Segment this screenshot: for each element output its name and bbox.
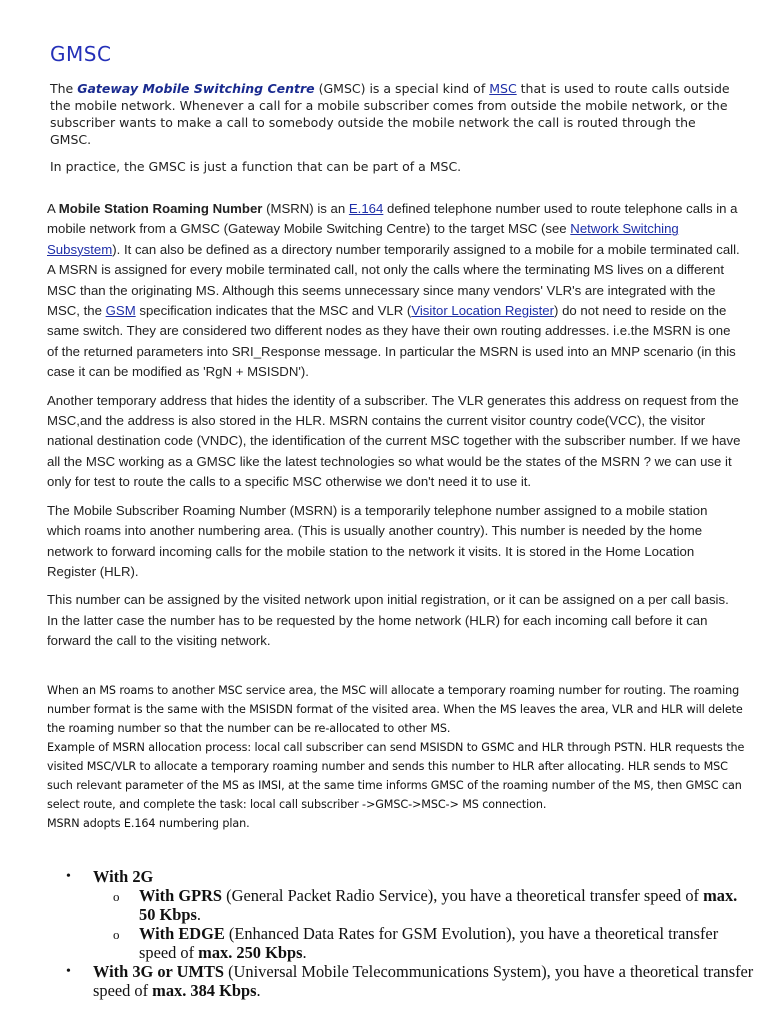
msrn-allocation-section (47, 681, 747, 833)
text: (GMSC) is a special kind of (314, 81, 490, 96)
text: The (50, 81, 78, 96)
msc-link[interactable]: MSC (489, 81, 517, 96)
msrn-paragraph-3: The Mobile Subscriber Roaming Number (MSRN) is a temporarily telephone number assigned to a mobile station which roams into another numbering area. (This is usually another country). This number is needed by the home network to forward incoming calls for the mobile station to the network it visits. It is stored in the Home Location Register (HLR). (47, 502, 708, 579)
visitor-location-register-link[interactable]: Visitor Location Register (411, 303, 555, 319)
list-label-2g: With 2G (93, 867, 154, 886)
gmsc-term: Gateway Mobile Switching Centre (77, 81, 315, 96)
list-speed-edge: max. 250 Kbps (198, 943, 303, 962)
msrn-paragraph-4: This number can be assigned by the visited network upon initial registration, or it can be assigned on a per call basis. In the latter case the number has to be requested by the home network (HLR) for each incoming call before it can forward the call to the visiting network. (47, 592, 729, 649)
text: ). It can also be defined as a directory number temporarily assigned to a mobile for a mobile terminated call. A MSRN is assigned for every mobile terminated call, not only the calls where the terminating MS lives on a different MSC than the originating MS. Although this seems unnecessary since many vendors' VLR's are integrated with the MSC, the (47, 241, 740, 319)
page-title: GMSC (50, 42, 112, 66)
msrn-term: Mobile Station Roaming Number (58, 201, 263, 216)
text: . (256, 981, 261, 1000)
text: . (196, 905, 201, 924)
text: (MSRN) is an (262, 201, 349, 216)
allocation-paragraph-1: When an MS roams to another MSC service area, the MSC will allocate a temporary roaming number for routing. The roaming number format is the same with the MSISDN format of the visited area. When the MS leaves the area, VLR and HLR will delete the roaming number so that the number can be re-allocated to other MS. (47, 684, 743, 735)
text: A (47, 201, 59, 216)
gmsc-paragraph-1 (50, 80, 730, 148)
bullet-icon: • (66, 964, 71, 979)
bullet-icon: • (66, 869, 71, 884)
text: that is used to route calls outside the mobile network. Whenever a call for a mobile subscriber comes from outside the mobile network, or the subscriber wants to make a call to somebody outside the mobile network the call is routed through the GMSC. (50, 81, 730, 147)
text: specification indicates that the MSC and VLR ( (135, 303, 412, 319)
text: ) do not need to reside on the same switch. They are considered two different nodes as they have their own routing addresses. i.e.the MSRN is one of the returned parameters into SRI_Response message. In particular the MSRN is used into an MNP scenario (in this case it can be modified as 'RgN + MSISDN'). (47, 303, 736, 380)
e164-link[interactable]: E.164 (348, 201, 384, 216)
text: . (302, 943, 307, 962)
gsm-link[interactable]: GSM (105, 303, 136, 319)
allocation-paragraph-3: MSRN adopts E.164 numbering plan. (47, 817, 250, 830)
msrn-paragraph-2: Another temporary address that hides the identity of a subscriber. The VLR generates this address on request from the MSC,and the address is also stored in the HLR. MSRN contains the current visitor country code(VCC), the visitor national destination code (VNDC), the identification of the current MSC together with the subscriber number. If we have all the MSC working as a GMSC like the latest technologies so what would be the states of the MSRN ? we can use it only for test to route the calls to a specific MSC otherwise we don't need it to use it. (47, 392, 741, 490)
sub-bullet-icon: o (113, 889, 120, 904)
msrn-section (47, 199, 741, 660)
list-item-gprs (66, 886, 756, 924)
allocation-paragraph-2: Example of MSRN allocation process: local call subscriber can send MSISDN to GSMC and HLR through PSTN. HLR requests the visited MSC/VLR to allocate a temporary roaming number and sends this number to HLR after allocating. HLR sends to MSC such relevant parameter of the MS as IMSI, at the same time informs GMSC of the roaming number of the MS, then GMSC can select route, and complete the task: local call subscriber ->GMSC->MSC-> MS connection. (47, 741, 745, 811)
list-speed-3g: max. 384 Kbps (152, 981, 257, 1000)
list-text-3g: (Universal Mobile Telecommunications System), you have a theoretical transfer speed of (93, 962, 754, 1000)
list-label-gprs: With GPRS (139, 886, 223, 905)
list-label-edge: With EDGE (139, 924, 225, 943)
gmsc-paragraph-2: In practice, the GMSC is just a function that can be part of a MSC. (50, 159, 462, 174)
list-text-gprs: (General Packet Radio Service), you have a theoretical transfer speed of (222, 886, 704, 905)
list-item-3g (66, 962, 756, 1000)
list-speed-gprs: max. 50 Kbps (139, 886, 738, 924)
list-text-edge: (Enhanced Data Rates for GSM Evolution), you have a theoretical transfer speed of (139, 924, 719, 962)
list-label-3g: With 3G or UMTS (93, 962, 224, 981)
gmsc-section (50, 80, 730, 185)
speed-list (66, 867, 756, 1000)
sub-bullet-icon: o (113, 927, 120, 942)
list-item-2g (66, 867, 756, 886)
speed-list-items (66, 867, 756, 1000)
list-item-edge (66, 924, 756, 962)
text: defined telephone number used to route telephone calls in a mobile network from a GMSC (Gateway Mobile Switching Centre) to the target MSC (see (47, 201, 738, 237)
msrn-paragraph-1 (47, 199, 741, 383)
network-switching-subsystem-link[interactable]: Network Switching Subsystem (47, 221, 679, 257)
